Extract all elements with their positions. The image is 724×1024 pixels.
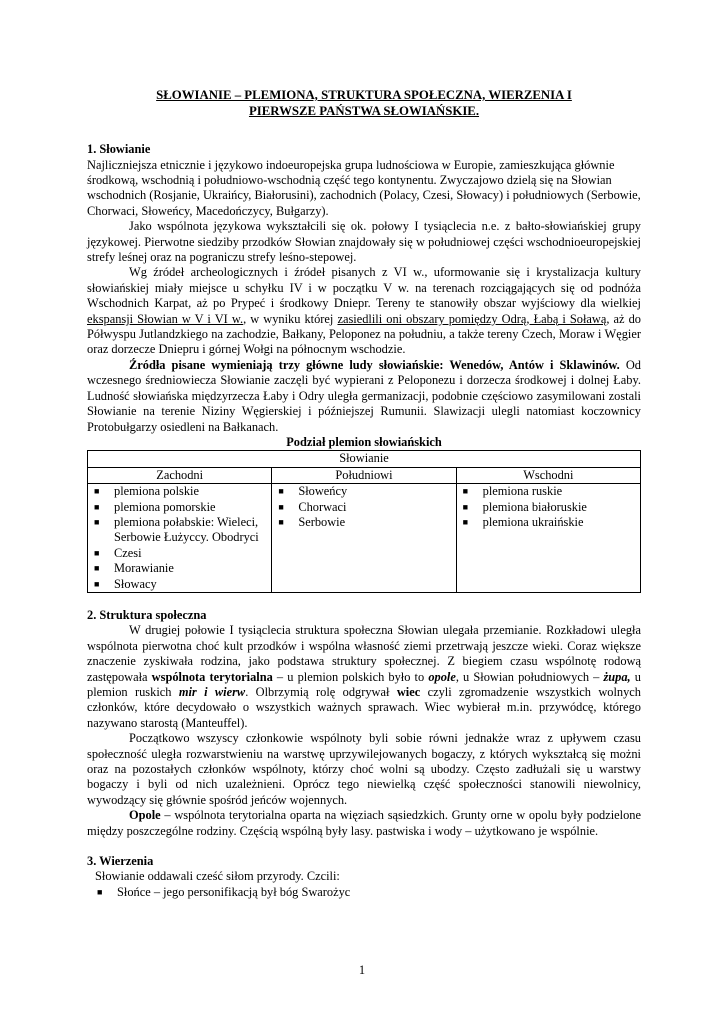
page-number: 1 — [358, 963, 366, 977]
square-bullet-icon: ■ — [94, 563, 100, 574]
title-line-1: SŁOWIANIE – PLEMIONA, STRUKTURA SPOŁECZNA, WIERZENIA I — [156, 88, 572, 102]
section-1-paragraph-2: Jako wspólnota językowa wykształcili się ok. połowy I tysiąclecia n.e. z bałto-słowiańskiej grupy językowej. Pierwotne siedziby przodków Słowian znajdowały się w południowej części wschodnioeuropejskiej strefy leśnej oraz na pograniczu strefy leśno-stepowej. — [87, 219, 641, 265]
square-bullet-icon: ■ — [278, 501, 284, 512]
section-1-paragraph-4: Źródła pisane wymieniają trzy główne ludy słowiańskie: Wenedów, Antów i Sklawinów. Od wczesnego średniowiecza Słowianie zaczęli być wypierani z Peloponezu i dorzecza środkowej i dolnej Łaby. Ludność słowiańska międzyrzecza Łaby i Odry uległa germanizacji, podobnie częściowo zasymilowani zostali Słowianie na terenie Niziny Węgierskiej i późniejszej Rumunii. Slawizacji ulegli natomiast koczownicy Protobułgarzy osiedleni na Bałkanach. — [87, 357, 641, 434]
square-bullet-icon: ■ — [462, 501, 469, 512]
list-item: ■ plemiona połabskie: Wieleci, Serbowie Łużyccy. Obodryci — [94, 514, 259, 545]
square-bullet-icon: ■ — [94, 486, 100, 497]
column-south — [272, 484, 456, 593]
title-line-2: PIERWSZE PAŃSTWA SŁOWIAŃSKIE. — [248, 103, 480, 118]
term-zupa: żupa, — [603, 669, 631, 684]
section-2-paragraph-1: W drugiej połowie I tysiąclecia struktura społeczna Słowian ulegała przemianie. Rozkładowi uległa wspólnota pierwotna choć kult przodków i wspólna własność ziemi przetrwają jeszcze wieki. Coraz większe znaczenie zyskiwała rodzina, jako podstawa struktury społecznej. Z biegiem czasu wspólnotę rodową zastępowała wspólnota terytorialna – u plemion polskich było to opole, u Słowian południowych – żupa, u plemion ruskich mir i wierw. Olbrzymią rolę odgrywał wiec czyli zgromadzenie wszystkich wolnych członków, które decydowało o wszystkich ważnych sprawach. Wiec wybierał m.in. przywódcę, którego nazywano starostą (Manteuffel). — [87, 623, 641, 730]
square-bullet-icon: ■ — [278, 486, 284, 497]
document-title — [87, 88, 641, 119]
column-header-east: Wschodni — [456, 467, 640, 483]
square-bullet-icon: ■ — [94, 547, 100, 558]
list-item: ■ plemiona białoruskie — [462, 499, 587, 514]
section-2-paragraph-2: Początkowo wszyscy członkowie wspólnoty byli sobie równi jednakże wraz z upływem czasu społeczność uległa rozwarstwieniu na warstwę uprzywilejowanych bogaczy, z których wykształcą się możni oraz na pozostałych członków wspólnoty, którzy choć wolni są ubodzy. Często zadłużali się u warstwy bogaczy i byli od nich uzależnieni. Oprócz tego niewielką część społeczności stanowili niewolnicy, wywodzący się głównie spośród jeńców wojennych. — [87, 731, 641, 807]
term-mir-wierw: mir i wierw — [178, 685, 246, 699]
section-1-paragraph-1: Najliczniejsza etnicznie i językowo indoeuropejska grupa ludnościowa w Europie, zamieszkująca głównie środkową, wschodnią i południowo-wschodnią część tego kontynentu. Zwyczajowo dzielą się na Słowian wschodnich (Rosjanie, Ukraińcy, Białorusini), zachodnich (Polacy, Czesi, Słowacy) i południowych (Serbowie, Chorwaci, Słoweńcy, Macedończycy, Bułgarzy). — [87, 157, 641, 218]
section-3-heading: 3. Wierzenia — [87, 854, 154, 869]
list-item: ■ Serbowie — [278, 514, 346, 529]
square-bullet-icon: ■ — [97, 886, 103, 897]
list-item: ■ Czesi — [94, 545, 142, 560]
column-header-south: Południowi — [272, 467, 456, 483]
bold-sources-statement: Źródła pisane wymieniają trzy główne ludy słowiańskie: Wenedów, Antów i Sklawinów. — [129, 357, 620, 372]
list-item: ■ Słońce – jego personifikacją był bóg Swarożyc — [97, 884, 351, 899]
list-item: ■ Chorwaci — [278, 499, 347, 514]
table-top-header: Słowianie — [88, 451, 641, 467]
square-bullet-icon: ■ — [94, 516, 100, 527]
list-item: ■ plemiona pomorskie — [94, 499, 216, 514]
tribes-table — [87, 450, 641, 593]
section-1-heading: 1. Słowianie — [87, 142, 151, 157]
column-east — [456, 484, 640, 593]
column-west — [88, 484, 272, 593]
list-item: ■ Morawianie — [94, 561, 174, 576]
list-item: ■ plemiona ruskie — [462, 484, 563, 499]
term-territorial-community: wspólnota terytorialna — [151, 669, 273, 684]
underlined-settlement: zasiedlili oni obszary pomiędzy Odrą, Łabą i Soławą — [337, 311, 607, 326]
term-wiec: wiec — [396, 685, 421, 699]
square-bullet-icon: ■ — [94, 578, 100, 589]
document-page — [87, 88, 641, 900]
square-bullet-icon: ■ — [462, 486, 469, 497]
term-opole-definition: Opole — [129, 808, 161, 823]
section-2-paragraph-3: Opole – wspólnota terytorialna oparta na więziach sąsiedzkich. Grunty orne w opolu były podzielone między poszczególne rodziny. Częścią wspólną były lasy. pastwiska i wody – użytkowano je wspólnie. — [87, 808, 641, 838]
section-3-paragraph-1: Słowianie oddawali cześć siłom przyrody. Czcili: — [95, 869, 340, 884]
section-2-heading: 2. Struktura społeczna — [87, 607, 207, 622]
list-item: ■ plemiona polskie — [94, 484, 199, 499]
square-bullet-icon: ■ — [462, 516, 469, 527]
list-item: ■ Słoweńcy — [278, 484, 348, 499]
underlined-expansion: ekspansji Słowian w V i VI w. — [87, 311, 244, 326]
square-bullet-icon: ■ — [94, 501, 100, 512]
list-item: ■ plemiona ukraińskie — [462, 514, 584, 529]
section-1-paragraph-3: Wg źródeł archeologicznych i źródeł pisanych z VI w., uformowanie się i krystalizacja kultury słowiańskiej miały miejsce u schyłku IV i w początku V w. na terenach rozciągających się od podnóża Wschodnich Karpat, aż po Prypeć i środkowy Dniepr. Tereny te stanowiły obszar wyjściowy dla wielkiej ekspansji Słowian w V i VI w., w wyniku której zasiedlili oni obszary pomiędzy Odrą, Łabą i Soławą, aż do Półwyspu Jutlandzkiego na zachodzie, Bałkany, Peloponez na południu, a także tereny Czech, Moraw i Węgier oraz dorzecze Dniepru i górnej Wołgi na północnym wschodzie. — [87, 265, 641, 357]
square-bullet-icon: ■ — [278, 516, 284, 527]
table-caption: Podział plemion słowiańskich — [286, 434, 442, 449]
column-header-west: Zachodni — [88, 467, 272, 483]
term-opole: opole — [428, 669, 456, 684]
list-item: ■ Słowacy — [94, 576, 157, 591]
